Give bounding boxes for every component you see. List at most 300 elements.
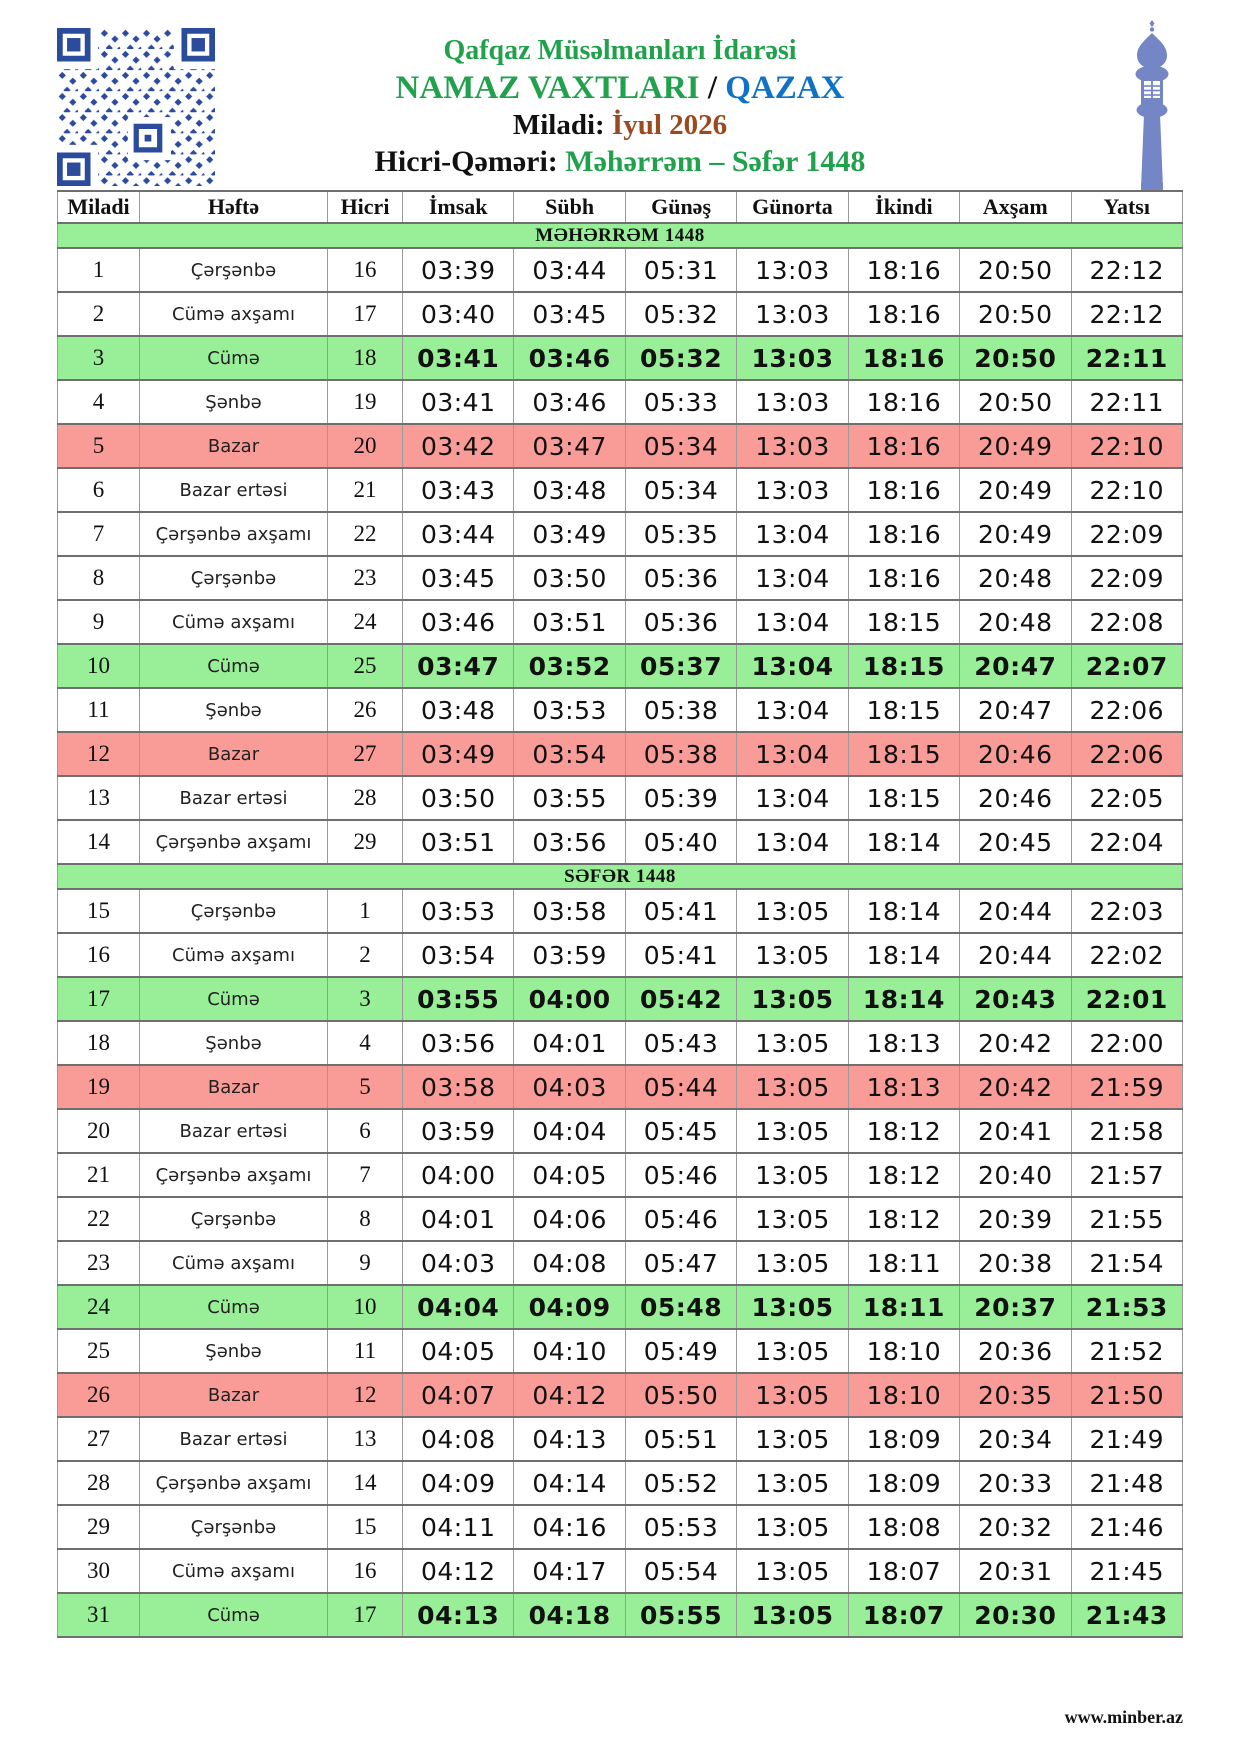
- time-cell: 05:41: [625, 933, 736, 977]
- time-cell: 20:34: [960, 1417, 1071, 1461]
- miladi-cell: 24: [58, 1285, 140, 1329]
- miladi-cell: 11: [58, 688, 140, 732]
- time-cell: 22:01: [1071, 977, 1182, 1021]
- header: [140, 34, 1100, 180]
- miladi-cell: 8: [58, 556, 140, 600]
- time-cell: 03:52: [514, 644, 625, 688]
- table-row: [58, 1065, 1183, 1109]
- time-cell: 20:39: [960, 1197, 1071, 1241]
- time-cell: 20:49: [960, 424, 1071, 468]
- column-header: Həftə: [140, 191, 328, 223]
- time-cell: 20:49: [960, 512, 1071, 556]
- time-cell: 13:04: [737, 512, 848, 556]
- miladi-cell: 19: [58, 1065, 140, 1109]
- time-cell: 03:54: [403, 933, 514, 977]
- miladi-cell: 7: [58, 512, 140, 556]
- time-cell: 20:49: [960, 468, 1071, 512]
- table-row: [58, 889, 1183, 933]
- time-cell: 04:14: [514, 1461, 625, 1505]
- time-cell: 03:50: [403, 776, 514, 820]
- table-row: [58, 336, 1183, 380]
- weekday-cell: Cümə: [140, 1593, 328, 1637]
- miladi-cell: 30: [58, 1549, 140, 1593]
- time-cell: 03:49: [403, 732, 514, 776]
- time-cell: 03:56: [514, 820, 625, 864]
- time-cell: 13:05: [737, 1461, 848, 1505]
- time-cell: 13:05: [737, 1329, 848, 1373]
- time-cell: 13:03: [737, 336, 848, 380]
- time-cell: 22:06: [1071, 688, 1182, 732]
- time-cell: 05:46: [625, 1153, 736, 1197]
- table-row: [58, 977, 1183, 1021]
- miladi-cell: 5: [58, 424, 140, 468]
- time-cell: 20:33: [960, 1461, 1071, 1505]
- time-cell: 05:36: [625, 556, 736, 600]
- time-cell: 03:51: [403, 820, 514, 864]
- time-cell: 18:13: [848, 1065, 959, 1109]
- miladi-cell: 28: [58, 1461, 140, 1505]
- table-row: [58, 1021, 1183, 1065]
- miladi-label: Miladi:: [512, 109, 605, 142]
- time-cell: 18:16: [848, 248, 959, 292]
- section-title: MƏHƏRRƏM 1448: [58, 223, 1183, 248]
- weekday-cell: Cümə axşamı: [140, 1549, 328, 1593]
- time-cell: 20:50: [960, 380, 1071, 424]
- table-row: [58, 1153, 1183, 1197]
- miladi-cell: 3: [58, 336, 140, 380]
- table-row: [58, 1285, 1183, 1329]
- time-cell: 21:59: [1071, 1065, 1182, 1109]
- table-row: [58, 1593, 1183, 1637]
- time-cell: 04:06: [514, 1197, 625, 1241]
- time-cell: 18:16: [848, 336, 959, 380]
- table-row: [58, 292, 1183, 336]
- title-separator: /: [707, 70, 718, 107]
- time-cell: 03:56: [403, 1021, 514, 1065]
- time-cell: 20:42: [960, 1021, 1071, 1065]
- time-cell: 13:04: [737, 600, 848, 644]
- weekday-cell: Çərşənbə: [140, 1197, 328, 1241]
- hicri-cell: 15: [328, 1505, 403, 1549]
- time-cell: 04:07: [403, 1373, 514, 1417]
- table-row: [58, 1461, 1183, 1505]
- time-cell: 04:16: [514, 1505, 625, 1549]
- time-cell: 03:40: [403, 292, 514, 336]
- time-cell: 22:06: [1071, 732, 1182, 776]
- miladi-cell: 10: [58, 644, 140, 688]
- time-cell: 21:52: [1071, 1329, 1182, 1373]
- time-cell: 18:09: [848, 1461, 959, 1505]
- time-cell: 13:05: [737, 889, 848, 933]
- time-cell: 04:13: [403, 1593, 514, 1637]
- time-cell: 05:53: [625, 1505, 736, 1549]
- time-cell: 03:55: [514, 776, 625, 820]
- miladi-cell: 27: [58, 1417, 140, 1461]
- time-cell: 05:38: [625, 688, 736, 732]
- miladi-cell: 4: [58, 380, 140, 424]
- time-cell: 04:05: [403, 1329, 514, 1373]
- time-cell: 05:37: [625, 644, 736, 688]
- time-cell: 21:55: [1071, 1197, 1182, 1241]
- time-cell: 13:05: [737, 1417, 848, 1461]
- table-row: [58, 512, 1183, 556]
- time-cell: 05:55: [625, 1593, 736, 1637]
- time-cell: 21:43: [1071, 1593, 1182, 1637]
- weekday-cell: Cümə axşamı: [140, 933, 328, 977]
- column-header: Sübh: [514, 191, 625, 223]
- website-footer: www.minber.az: [1064, 1707, 1183, 1727]
- time-cell: 22:10: [1071, 424, 1182, 468]
- time-cell: 22:09: [1071, 512, 1182, 556]
- time-cell: 05:43: [625, 1021, 736, 1065]
- miladi-cell: 25: [58, 1329, 140, 1373]
- time-cell: 03:49: [514, 512, 625, 556]
- table-row: [58, 1241, 1183, 1285]
- time-cell: 05:34: [625, 468, 736, 512]
- hicri-cell: 29: [328, 820, 403, 864]
- section-header-row: [58, 223, 1183, 248]
- time-cell: 22:12: [1071, 248, 1182, 292]
- time-cell: 13:05: [737, 933, 848, 977]
- time-cell: 04:09: [403, 1461, 514, 1505]
- miladi-cell: 23: [58, 1241, 140, 1285]
- table-body: [58, 223, 1183, 1637]
- time-cell: 04:03: [514, 1065, 625, 1109]
- time-cell: 04:17: [514, 1549, 625, 1593]
- time-cell: 18:08: [848, 1505, 959, 1549]
- time-cell: 20:46: [960, 732, 1071, 776]
- weekday-cell: Cümə: [140, 644, 328, 688]
- miladi-cell: 14: [58, 820, 140, 864]
- time-cell: 21:54: [1071, 1241, 1182, 1285]
- section-title: SƏFƏR 1448: [58, 864, 1183, 889]
- miladi-cell: 26: [58, 1373, 140, 1417]
- time-cell: 05:42: [625, 977, 736, 1021]
- time-cell: 18:12: [848, 1197, 959, 1241]
- time-cell: 04:00: [514, 977, 625, 1021]
- time-cell: 04:18: [514, 1593, 625, 1637]
- time-cell: 13:05: [737, 1197, 848, 1241]
- time-cell: 13:03: [737, 292, 848, 336]
- table-row: [58, 644, 1183, 688]
- time-cell: 18:16: [848, 556, 959, 600]
- time-cell: 05:52: [625, 1461, 736, 1505]
- time-cell: 21:53: [1071, 1285, 1182, 1329]
- column-header: Miladi: [58, 191, 140, 223]
- time-cell: 13:05: [737, 1241, 848, 1285]
- hicri-cell: 9: [328, 1241, 403, 1285]
- time-cell: 13:05: [737, 1021, 848, 1065]
- time-cell: 03:48: [403, 688, 514, 732]
- weekday-cell: Çərşənbə axşamı: [140, 1153, 328, 1197]
- time-cell: 13:05: [737, 1065, 848, 1109]
- hicri-cell: 3: [328, 977, 403, 1021]
- time-cell: 18:16: [848, 424, 959, 468]
- miladi-cell: 12: [58, 732, 140, 776]
- miladi-value: İyul 2026: [611, 109, 728, 142]
- time-cell: 04:05: [514, 1153, 625, 1197]
- time-cell: 18:10: [848, 1373, 959, 1417]
- column-header: İkindi: [848, 191, 959, 223]
- time-cell: 20:43: [960, 977, 1071, 1021]
- table-row: [58, 732, 1183, 776]
- time-cell: 18:16: [848, 512, 959, 556]
- time-cell: 13:04: [737, 556, 848, 600]
- weekday-cell: Cümə axşamı: [140, 600, 328, 644]
- time-cell: 05:45: [625, 1109, 736, 1153]
- miladi-cell: 15: [58, 889, 140, 933]
- miladi-cell: 29: [58, 1505, 140, 1549]
- weekday-cell: Cümə: [140, 977, 328, 1021]
- time-cell: 04:11: [403, 1505, 514, 1549]
- time-cell: 21:48: [1071, 1461, 1182, 1505]
- time-cell: 20:44: [960, 889, 1071, 933]
- organization-title: Qafqaz Müsəlmanları İdarəsi: [443, 35, 797, 66]
- miladi-cell: 18: [58, 1021, 140, 1065]
- time-cell: 03:41: [403, 336, 514, 380]
- time-cell: 04:10: [514, 1329, 625, 1373]
- time-cell: 05:51: [625, 1417, 736, 1461]
- time-cell: 18:15: [848, 644, 959, 688]
- time-cell: 21:50: [1071, 1373, 1182, 1417]
- time-cell: 03:45: [403, 556, 514, 600]
- table-row: [58, 468, 1183, 512]
- time-cell: 04:09: [514, 1285, 625, 1329]
- prayer-times-table: [57, 190, 1183, 1638]
- miladi-cell: 16: [58, 933, 140, 977]
- time-cell: 18:15: [848, 600, 959, 644]
- hicri-cell: 19: [328, 380, 403, 424]
- time-cell: 05:47: [625, 1241, 736, 1285]
- time-cell: 05:38: [625, 732, 736, 776]
- column-header: Günəş: [625, 191, 736, 223]
- hicri-cell: 13: [328, 1417, 403, 1461]
- weekday-cell: Cümə axşamı: [140, 1241, 328, 1285]
- time-cell: 04:08: [514, 1241, 625, 1285]
- time-cell: 18:14: [848, 889, 959, 933]
- time-cell: 05:44: [625, 1065, 736, 1109]
- time-cell: 18:10: [848, 1329, 959, 1373]
- column-header: Axşam: [960, 191, 1071, 223]
- hicri-value: Məhərrəm – Səfər 1448: [565, 144, 866, 178]
- time-cell: 04:00: [403, 1153, 514, 1197]
- time-cell: 22:02: [1071, 933, 1182, 977]
- table-row: [58, 1549, 1183, 1593]
- time-cell: 20:41: [960, 1109, 1071, 1153]
- time-cell: 13:04: [737, 732, 848, 776]
- weekday-cell: Çərşənbə: [140, 248, 328, 292]
- miladi-cell: 22: [58, 1197, 140, 1241]
- time-cell: 04:01: [403, 1197, 514, 1241]
- weekday-cell: Bazar ertəsi: [140, 468, 328, 512]
- table-row: [58, 1417, 1183, 1461]
- weekday-cell: Çərşənbə: [140, 556, 328, 600]
- miladi-cell: 1: [58, 248, 140, 292]
- weekday-cell: Şənbə: [140, 380, 328, 424]
- time-cell: 18:12: [848, 1109, 959, 1153]
- table-row: [58, 1197, 1183, 1241]
- time-cell: 20:50: [960, 248, 1071, 292]
- column-header: İmsak: [403, 191, 514, 223]
- time-cell: 18:14: [848, 933, 959, 977]
- miladi-cell: 21: [58, 1153, 140, 1197]
- time-cell: 18:14: [848, 820, 959, 864]
- time-cell: 03:53: [403, 889, 514, 933]
- time-cell: 20:40: [960, 1153, 1071, 1197]
- hicri-cell: 20: [328, 424, 403, 468]
- table-row: [58, 248, 1183, 292]
- time-cell: 22:11: [1071, 336, 1182, 380]
- hicri-cell: 5: [328, 1065, 403, 1109]
- time-cell: 20:47: [960, 644, 1071, 688]
- time-cell: 22:11: [1071, 380, 1182, 424]
- time-cell: 20:37: [960, 1285, 1071, 1329]
- time-cell: 18:09: [848, 1417, 959, 1461]
- time-cell: 18:11: [848, 1241, 959, 1285]
- time-cell: 05:34: [625, 424, 736, 468]
- time-cell: 18:12: [848, 1153, 959, 1197]
- hicri-cell: 22: [328, 512, 403, 556]
- time-cell: 13:03: [737, 380, 848, 424]
- hicri-cell: 28: [328, 776, 403, 820]
- time-cell: 13:05: [737, 1549, 848, 1593]
- weekday-cell: Çərşənbə: [140, 1505, 328, 1549]
- gregorian-month-line: [140, 108, 1100, 143]
- time-cell: 05:50: [625, 1373, 736, 1417]
- table-row: [58, 933, 1183, 977]
- page-title: [140, 68, 1100, 108]
- time-cell: 21:58: [1071, 1109, 1182, 1153]
- time-cell: 18:16: [848, 468, 959, 512]
- table-row: [58, 1109, 1183, 1153]
- table-row: [58, 1505, 1183, 1549]
- title-namaz-vaxtlari: NAMAZ VAXTLARI: [395, 70, 700, 107]
- hicri-cell: 21: [328, 468, 403, 512]
- time-cell: 13:03: [737, 468, 848, 512]
- weekday-cell: Bazar ertəsi: [140, 776, 328, 820]
- time-cell: 20:36: [960, 1329, 1071, 1373]
- section-header-row: [58, 864, 1183, 889]
- column-header: Günorta: [737, 191, 848, 223]
- weekday-cell: Cümə: [140, 336, 328, 380]
- time-cell: 20:45: [960, 820, 1071, 864]
- time-cell: 20:42: [960, 1065, 1071, 1109]
- time-cell: 13:05: [737, 977, 848, 1021]
- weekday-cell: Çərşənbə axşamı: [140, 820, 328, 864]
- time-cell: 03:59: [403, 1109, 514, 1153]
- time-cell: 20:35: [960, 1373, 1071, 1417]
- time-cell: 20:46: [960, 776, 1071, 820]
- weekday-cell: Çərşənbə: [140, 889, 328, 933]
- time-cell: 21:49: [1071, 1417, 1182, 1461]
- hicri-cell: 8: [328, 1197, 403, 1241]
- hicri-cell: 7: [328, 1153, 403, 1197]
- miladi-cell: 9: [58, 600, 140, 644]
- time-cell: 03:44: [403, 512, 514, 556]
- hicri-cell: 25: [328, 644, 403, 688]
- time-cell: 04:13: [514, 1417, 625, 1461]
- time-cell: 13:05: [737, 1285, 848, 1329]
- time-cell: 22:00: [1071, 1021, 1182, 1065]
- table-row: [58, 556, 1183, 600]
- time-cell: 05:40: [625, 820, 736, 864]
- column-header: Hicri: [328, 191, 403, 223]
- time-cell: 13:04: [737, 820, 848, 864]
- table-row: [58, 1373, 1183, 1417]
- time-cell: 04:04: [403, 1285, 514, 1329]
- miladi-cell: 13: [58, 776, 140, 820]
- weekday-cell: Çərşənbə axşamı: [140, 512, 328, 556]
- time-cell: 05:48: [625, 1285, 736, 1329]
- time-cell: 18:15: [848, 688, 959, 732]
- hicri-cell: 2: [328, 933, 403, 977]
- weekday-cell: Şənbə: [140, 688, 328, 732]
- time-cell: 18:16: [848, 380, 959, 424]
- weekday-cell: Şənbə: [140, 1021, 328, 1065]
- time-cell: 04:08: [403, 1417, 514, 1461]
- time-cell: 04:01: [514, 1021, 625, 1065]
- time-cell: 22:10: [1071, 468, 1182, 512]
- time-cell: 13:04: [737, 688, 848, 732]
- table-row: [58, 776, 1183, 820]
- time-cell: 05:33: [625, 380, 736, 424]
- time-cell: 05:54: [625, 1549, 736, 1593]
- time-cell: 21:45: [1071, 1549, 1182, 1593]
- time-cell: 03:58: [514, 889, 625, 933]
- table-row: [58, 424, 1183, 468]
- time-cell: 13:03: [737, 248, 848, 292]
- weekday-cell: Bazar ertəsi: [140, 1109, 328, 1153]
- time-cell: 20:31: [960, 1549, 1071, 1593]
- time-cell: 05:39: [625, 776, 736, 820]
- hicri-cell: 1: [328, 889, 403, 933]
- table-row: [58, 600, 1183, 644]
- time-cell: 03:46: [514, 380, 625, 424]
- time-cell: 13:05: [737, 1505, 848, 1549]
- miladi-cell: 2: [58, 292, 140, 336]
- time-cell: 05:35: [625, 512, 736, 556]
- time-cell: 03:50: [514, 556, 625, 600]
- time-cell: 20:32: [960, 1505, 1071, 1549]
- time-cell: 03:48: [514, 468, 625, 512]
- hicri-cell: 17: [328, 1593, 403, 1637]
- column-header-row: [58, 191, 1183, 223]
- weekday-cell: Çərşənbə axşamı: [140, 1461, 328, 1505]
- time-cell: 22:04: [1071, 820, 1182, 864]
- time-cell: 04:12: [514, 1373, 625, 1417]
- time-cell: 04:03: [403, 1241, 514, 1285]
- time-cell: 22:03: [1071, 889, 1182, 933]
- time-cell: 03:59: [514, 933, 625, 977]
- miladi-cell: 17: [58, 977, 140, 1021]
- miladi-cell: 6: [58, 468, 140, 512]
- hijri-month-line: [140, 144, 1100, 181]
- time-cell: 22:09: [1071, 556, 1182, 600]
- miladi-cell: 31: [58, 1593, 140, 1637]
- time-cell: 18:15: [848, 732, 959, 776]
- time-cell: 03:58: [403, 1065, 514, 1109]
- hicri-cell: 14: [328, 1461, 403, 1505]
- time-cell: 18:16: [848, 292, 959, 336]
- time-cell: 20:50: [960, 292, 1071, 336]
- time-cell: 20:38: [960, 1241, 1071, 1285]
- hicri-cell: 26: [328, 688, 403, 732]
- hicri-cell: 11: [328, 1329, 403, 1373]
- table-row: [58, 1329, 1183, 1373]
- time-cell: 20:48: [960, 556, 1071, 600]
- time-cell: 13:05: [737, 1109, 848, 1153]
- time-cell: 20:50: [960, 336, 1071, 380]
